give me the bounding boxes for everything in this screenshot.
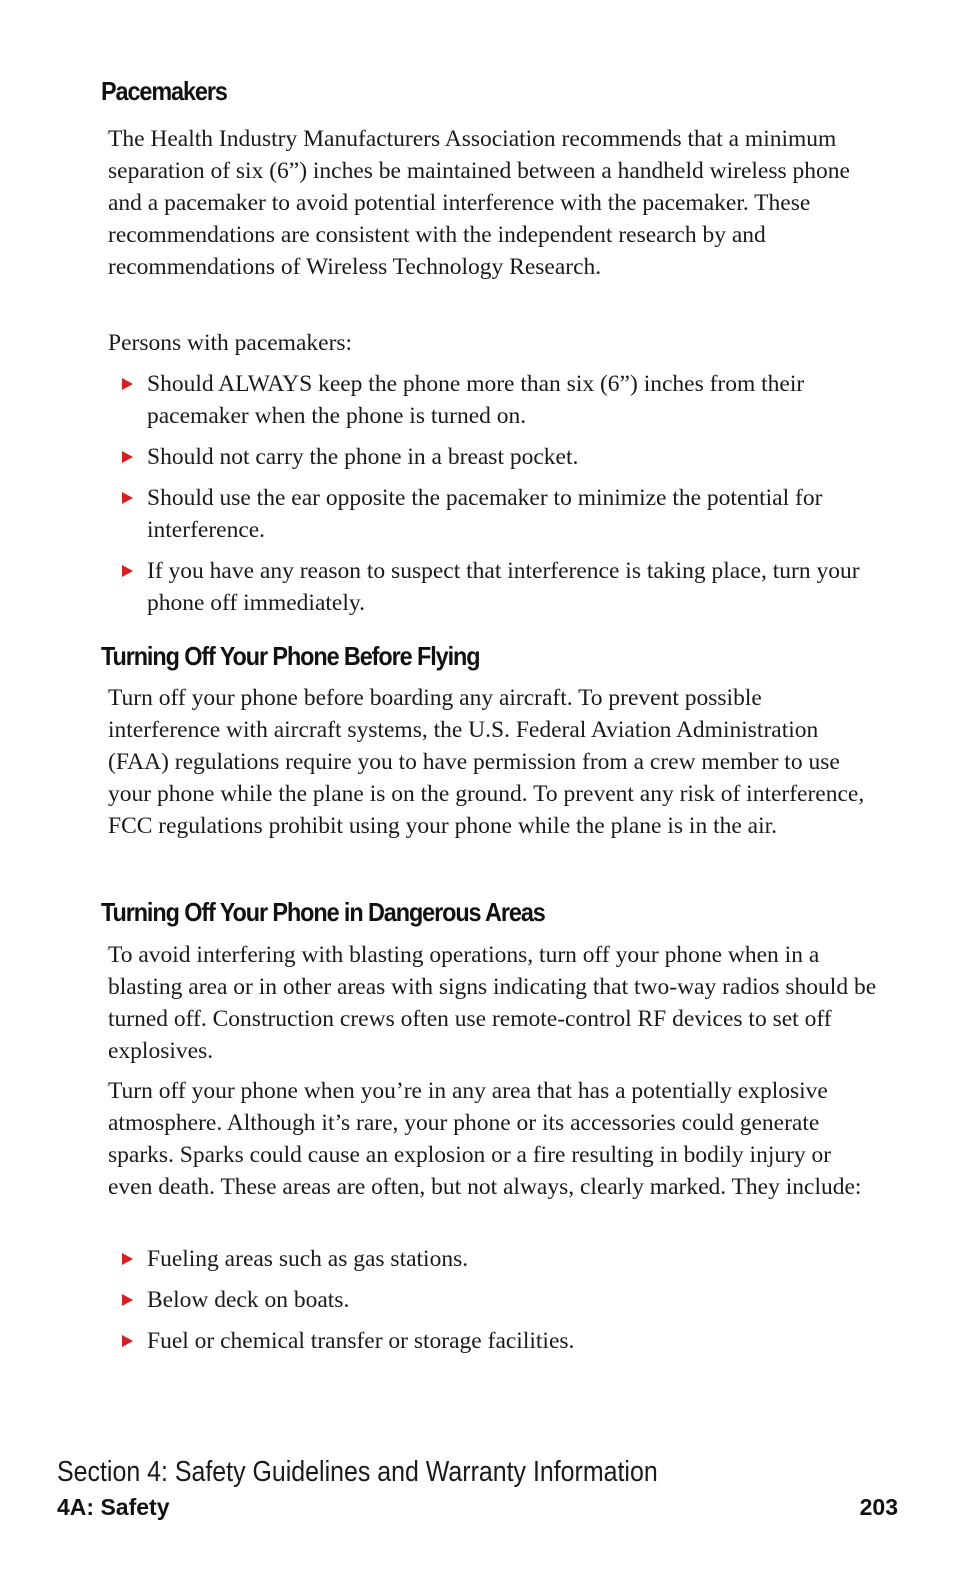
footer-section-title: Section 4: Safety Guidelines and Warranty Information (57, 1456, 658, 1488)
red-triangle-bullet-icon (122, 378, 133, 390)
red-triangle-bullet-icon (122, 1294, 133, 1306)
red-triangle-bullet-icon (122, 451, 133, 463)
page-number: 203 (859, 1494, 898, 1520)
bullet-text: Should use the ear opposite the pacemaker to minimize the potential for interference. (147, 485, 823, 543)
red-triangle-bullet-icon (122, 1335, 133, 1347)
bullet-text: If you have any reason to suspect that interference is taking place, turn your phone off immediately. (147, 558, 860, 616)
list-item (108, 1325, 878, 1357)
bullet-text: Should not carry the phone in a breast pocket. (147, 444, 579, 470)
pacemakers-bullet-list (108, 368, 878, 628)
heading-flying: Turning Off Your Phone Before Flying (101, 641, 480, 671)
footer-subsection: 4A: Safety (57, 1494, 170, 1520)
bullet-text: Should ALWAYS keep the phone more than six (6”) inches from their pacemaker when the phone is turned on. (147, 371, 805, 429)
pacemakers-paragraph: The Health Industry Manufacturers Association recommends that a minimum separation of six (6”) inches be maintained between a handheld wireless phone and a pacemaker to avoid potential interference with the pacemaker. These recommendations are consistent with the independent research by and recommendations of Wireless Technology Research. (108, 126, 850, 280)
red-triangle-bullet-icon (122, 565, 133, 577)
red-triangle-bullet-icon (122, 492, 133, 504)
flying-paragraph: Turn off your phone before boarding any aircraft. To prevent possible interference with aircraft systems, the U.S. Federal Aviation Administration (FAA) regulations require you to have permission from a crew member to use your phone while the plane is on the ground. To prevent any risk of interference, FCC regulations prohibit using your phone while the plane is in the air. (108, 685, 865, 839)
bullet-text: Fuel or chemical transfer or storage facilities. (147, 1328, 575, 1354)
heading-pacemakers: Pacemakers (101, 76, 227, 106)
dangerous-paragraph-2: Turn off your phone when you’re in any area that has a potentially explosive atmosphere. Although it’s rare, your phone or its accessories could generate sparks. Sparks could cause an explosion or a fire resulting in bodily injury or even death. These areas are often, but not always, clearly marked. They include: (108, 1078, 862, 1200)
red-triangle-bullet-icon (122, 1253, 133, 1265)
dangerous-paragraph-1: To avoid interfering with blasting operations, turn off your phone when in a blasting area or in other areas with signs indicating that two-way radios should be turned off. Construction crews often use remote-control RF devices to set off explosives. (108, 942, 877, 1064)
pacemakers-intro: Persons with pacemakers: (108, 330, 353, 356)
bullet-text: Fueling areas such as gas stations. (147, 1246, 469, 1272)
dangerous-bullet-list (108, 1243, 878, 1366)
list-item (108, 482, 878, 546)
list-item (108, 1284, 878, 1316)
heading-dangerous-areas: Turning Off Your Phone in Dangerous Areas (101, 897, 545, 927)
list-item (108, 368, 878, 432)
list-item (108, 1243, 878, 1275)
list-item (108, 555, 878, 619)
list-item (108, 441, 878, 473)
bullet-text: Below deck on boats. (147, 1287, 350, 1313)
